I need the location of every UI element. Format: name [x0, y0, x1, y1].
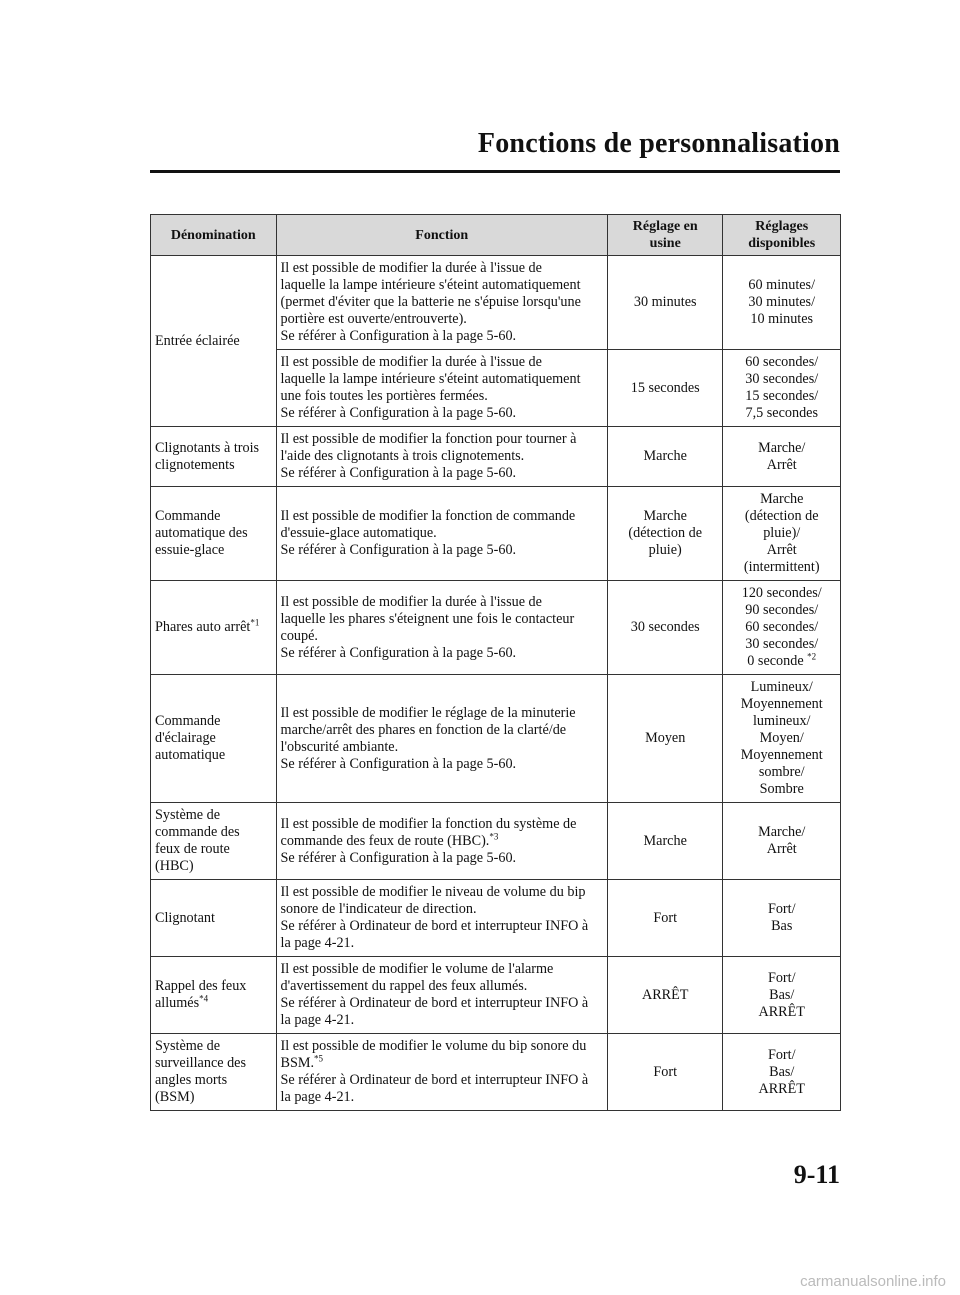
cell-line: Il est possible de modifier la durée à l'issue de: [280, 260, 542, 276]
cell-line: Phares auto arrêt: [155, 619, 251, 635]
cell-line: ARRÊT: [758, 1003, 805, 1020]
column-header-factory-setting: Réglage en usine: [607, 215, 723, 256]
function-description-cell: [276, 957, 607, 1034]
cell-line: Il est possible de modifier le réglage de la minuterie: [280, 704, 576, 721]
available-settings-cell: [723, 1034, 841, 1111]
cell-line: Il est possible de modifier la fonction du système de: [280, 815, 577, 832]
cell-line: Fort: [653, 1063, 678, 1080]
cell-line: (HBC): [155, 858, 194, 874]
header-rule: [150, 170, 840, 173]
cell-line: 10 minutes: [750, 311, 814, 327]
cell-line: allumés: [155, 995, 200, 1011]
feature-name-cell: [151, 880, 277, 957]
cell-line: Se référer à Configuration à la page 5-60.: [280, 542, 517, 558]
cell-line: Il est possible de modifier le niveau de volume du bip: [280, 884, 586, 900]
factory-setting-cell: [607, 487, 723, 581]
cell-line: Se référer à Configuration à la page 5-60.: [280, 849, 517, 866]
cell-line: Arrêt (intermittent): [743, 542, 820, 575]
available-settings-cell: [723, 427, 841, 487]
function-description-cell: [276, 1034, 607, 1111]
cell-line: Commande: [155, 713, 221, 729]
cell-line: la page 4-21.: [280, 1089, 355, 1105]
table-row: [151, 581, 841, 675]
cell-line: Marche/: [758, 439, 806, 456]
cell-line: Arrêt: [766, 841, 797, 857]
cell-line: 60 secondes/: [745, 354, 819, 370]
function-description-cell: [276, 256, 607, 350]
column-header-name: Dénomination: [151, 215, 277, 256]
cell-line: clignotements: [155, 456, 235, 473]
cell-line: Bas: [771, 918, 793, 934]
cell-line: Bas/: [769, 1063, 795, 1080]
cell-line: 60 secondes/: [745, 619, 819, 635]
cell-line: Fort/: [767, 1046, 796, 1063]
cell-line: Fort/: [767, 901, 796, 917]
cell-line: Se référer à Ordinateur de bord et interrupteur INFO à: [280, 995, 589, 1011]
table-row: [151, 427, 841, 487]
available-settings-cell: [723, 581, 841, 675]
cell-line: 90 secondes/: [745, 602, 819, 618]
feature-name-cell: [151, 256, 277, 427]
cell-line: 0 seconde: [747, 653, 808, 669]
cell-line: Marche: [643, 832, 687, 849]
factory-setting-cell: [607, 350, 723, 427]
available-settings-cell: [723, 487, 841, 581]
page-number: 9-11: [793, 1160, 840, 1189]
feature-name-cell: [151, 803, 277, 880]
function-description-cell: [276, 675, 607, 803]
cell-line: Bas/: [769, 986, 795, 1003]
cell-line: lumineux/: [752, 713, 811, 729]
function-description-cell: [276, 880, 607, 957]
cell-line: (permet d'éviter que la batterie ne s'épuise lorsqu'une: [280, 294, 581, 310]
cell-line: automatique: [155, 747, 226, 763]
cell-line: Se référer à Configuration à la page 5-60.: [280, 755, 517, 772]
cell-line: Moyennement: [740, 696, 823, 712]
function-description-cell: [276, 581, 607, 675]
cell-line: 30 secondes/: [745, 636, 819, 652]
feature-name-cell: [151, 1034, 277, 1111]
factory-setting-cell: [607, 256, 723, 350]
cell-line: Lumineux/: [750, 679, 813, 695]
cell-line: ARRÊT: [641, 986, 689, 1003]
function-description-cell: [276, 803, 607, 880]
cell-line: 30 secondes/: [745, 371, 819, 387]
available-settings-cell: [723, 957, 841, 1034]
cell-line: Fort: [653, 909, 678, 926]
function-description-cell: [276, 487, 607, 581]
cell-line: Sombre: [759, 781, 804, 797]
cell-line: Moyen/: [759, 730, 804, 746]
cell-line: Il est possible de modifier la durée à l'issue de: [280, 593, 542, 610]
cell-line: Se référer à Configuration à la page 5-60.: [280, 328, 517, 344]
cell-line: 30 minutes: [633, 294, 697, 310]
cell-line: Se référer à Ordinateur de bord et interrupteur INFO à: [280, 918, 589, 934]
table-row: [151, 957, 841, 1034]
table-row: [151, 803, 841, 880]
function-description-cell: [276, 350, 607, 427]
cell-line: Marche: [643, 448, 687, 464]
factory-setting-cell: [607, 581, 723, 675]
cell-line: Marche: [643, 508, 687, 524]
cell-line: Il est possible de modifier la durée à l'issue de: [280, 354, 542, 370]
cell-line: commande des feux de route (HBC).: [280, 832, 490, 849]
cell-line: une fois toutes les portières fermées.: [280, 388, 488, 404]
table-row: [151, 675, 841, 803]
cell-line: Se référer à Configuration à la page 5-60.: [280, 465, 517, 481]
factory-setting-cell: [607, 427, 723, 487]
cell-line: ARRÊT: [758, 1080, 805, 1097]
cell-line: (détection de: [628, 525, 703, 541]
cell-line: pluie): [648, 542, 682, 558]
cell-line: angles morts: [155, 1072, 228, 1088]
cell-line: 15 secondes/: [745, 388, 819, 404]
cell-line: d'éclairage: [155, 730, 216, 746]
cell-line: 30 minutes/: [748, 294, 816, 310]
factory-setting-cell: [607, 957, 723, 1034]
cell-line: sonore de l'indicateur de direction.: [280, 901, 477, 917]
cell-line: Arrêt: [766, 456, 797, 473]
feature-name-cell: [151, 487, 277, 581]
cell-line: BSM.: [280, 1055, 315, 1071]
feature-name-cell: [151, 957, 277, 1034]
customization-table: [150, 214, 841, 1111]
cell-line: Se référer à Ordinateur de bord et interrupteur INFO à: [280, 1072, 589, 1088]
cell-line: l'aide des clignotants à trois clignotements.: [280, 448, 525, 464]
factory-setting-cell: [607, 1034, 723, 1111]
footnote-marker: *5: [314, 1053, 324, 1064]
cell-line: Se référer à Configuration à la page 5-60.: [280, 405, 517, 421]
cell-line: Clignotant: [155, 909, 215, 926]
cell-line: l'obscurité ambiante.: [280, 738, 399, 755]
feature-name-cell: [151, 675, 277, 803]
cell-line: Il est possible de modifier le volume de l'alarme: [280, 961, 554, 977]
cell-line: 30 secondes: [630, 619, 700, 635]
cell-line: commande des: [155, 824, 240, 840]
available-settings-cell: [723, 256, 841, 350]
cell-line: Rappel des feux: [155, 978, 247, 994]
cell-line: 15 secondes: [630, 379, 700, 396]
cell-line: sombre/: [758, 764, 805, 780]
cell-line: Marche/: [758, 824, 806, 840]
cell-line: Il est possible de modifier la fonction de commande: [280, 508, 576, 524]
cell-line: laquelle les phares s'éteignent une fois le contacteur: [280, 610, 575, 627]
cell-line: la page 4-21.: [280, 935, 355, 951]
cell-line: automatique des: [155, 525, 248, 541]
cell-line: (détection de pluie)/: [744, 508, 819, 541]
cell-line: Entrée éclairée: [155, 332, 240, 349]
cell-line: la page 4-21.: [280, 1012, 355, 1028]
available-settings-cell: [723, 880, 841, 957]
cell-line: Il est possible de modifier la fonction pour tourner à: [280, 431, 577, 447]
table-row: [151, 256, 841, 350]
function-description-cell: [276, 427, 607, 487]
footnote-marker: *3: [489, 830, 499, 841]
column-header-available-settings: Réglages disponibles: [723, 215, 841, 256]
factory-setting-cell: [607, 803, 723, 880]
cell-line: 7,5 secondes: [745, 405, 818, 421]
cell-line: 120 secondes/: [741, 585, 822, 601]
cell-line: Système de: [155, 1038, 221, 1054]
cell-line: surveillance des: [155, 1055, 246, 1071]
cell-line: Marche: [760, 491, 804, 507]
cell-line: d'avertissement du rappel des feux allumés.: [280, 978, 528, 994]
cell-line: marche/arrêt des phares en fonction de la clarté/de: [280, 721, 567, 738]
footnote-marker: *4: [199, 993, 209, 1004]
cell-line: Moyennement: [740, 747, 823, 763]
cell-line: portière est ouverte/entrouverte).: [280, 311, 467, 327]
column-header-function: Fonction: [276, 215, 607, 256]
table-row: [151, 487, 841, 581]
available-settings-cell: [723, 803, 841, 880]
available-settings-cell: [723, 350, 841, 427]
cell-line: essuie-glace: [155, 542, 225, 558]
cell-line: coupé.: [280, 627, 318, 644]
cell-line: Il est possible de modifier le volume du bip sonore du: [280, 1038, 587, 1054]
footnote-marker: *1: [250, 617, 260, 628]
cell-line: feux de route: [155, 841, 230, 857]
factory-setting-cell: [607, 880, 723, 957]
cell-line: laquelle la lampe intérieure s'éteint automatiquement: [280, 277, 581, 293]
cell-line: Moyen: [645, 730, 686, 746]
cell-line: Système de: [155, 807, 221, 823]
available-settings-cell: [723, 675, 841, 803]
cell-line: d'essuie-glace automatique.: [280, 525, 437, 541]
feature-name-cell: [151, 427, 277, 487]
footnote-marker: *2: [807, 651, 817, 662]
cell-line: Fort/: [767, 969, 796, 986]
table-row: [151, 1034, 841, 1111]
table-row: [151, 880, 841, 957]
factory-setting-cell: [607, 675, 723, 803]
cell-line: Se référer à Configuration à la page 5-60.: [280, 644, 517, 661]
watermark: carmanualsonline.info: [800, 1273, 946, 1290]
cell-line: laquelle la lampe intérieure s'éteint automatiquement: [280, 371, 581, 387]
cell-line: (BSM): [155, 1089, 195, 1105]
feature-name-cell: [151, 581, 277, 675]
page-header-title: Fonctions de personnalisation: [477, 128, 840, 159]
cell-line: Clignotants à trois: [155, 439, 260, 456]
cell-line: Commande: [155, 508, 221, 524]
cell-line: 60 minutes/: [748, 277, 816, 293]
table-header-row: [151, 215, 841, 256]
